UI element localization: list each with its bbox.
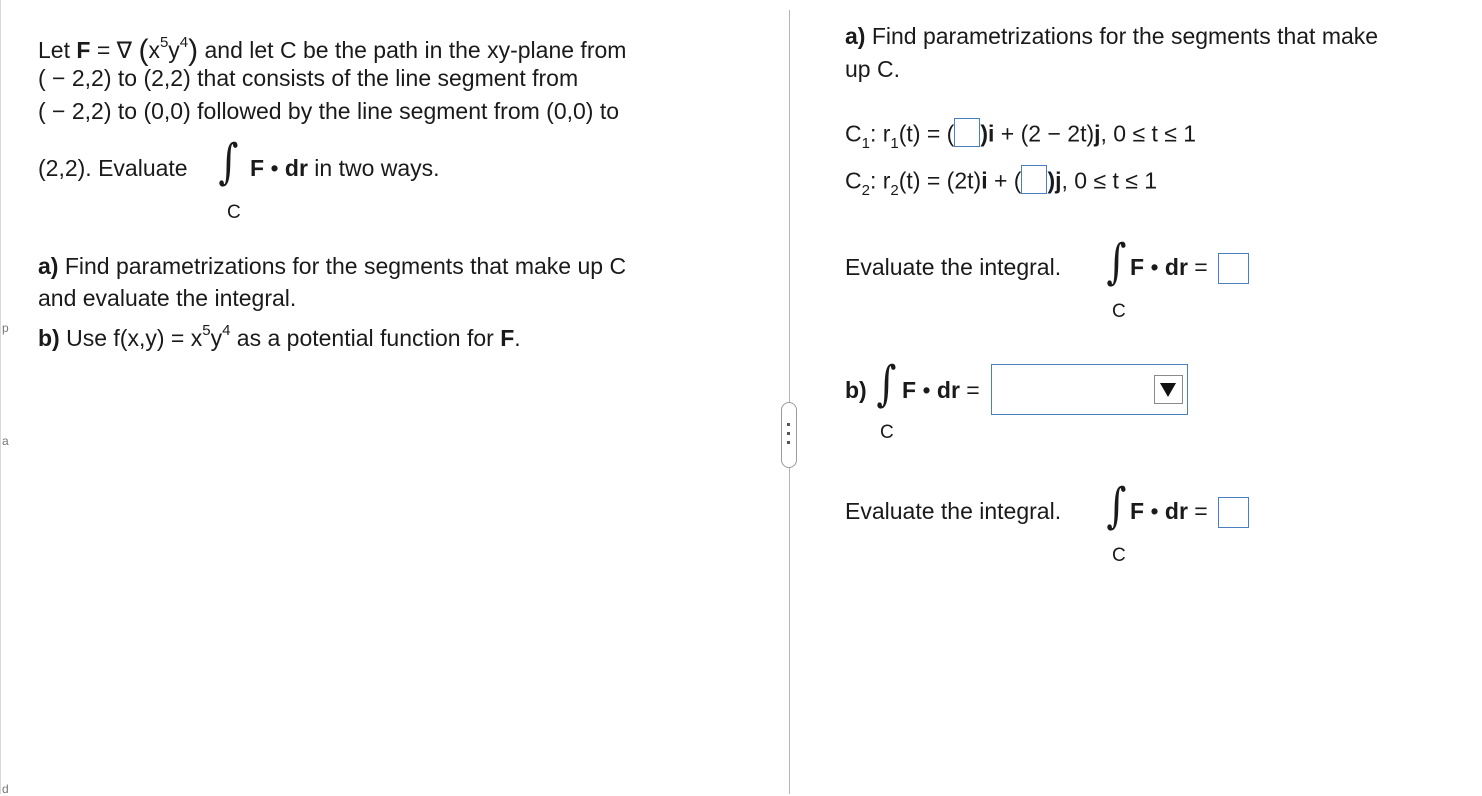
right-part-b-label: b) [845,377,867,403]
part-b-instruction: b) Use $f(x,y) = x^5y^4$ as a potential function for F. [38,322,521,351]
c1-parametrization: $C_1$: $r_1(t)$ = ( )i + (2 − 2t)j, 0 ≤ t ≤ 1 [845,121,1196,150]
problem-line-3: ( − 2,2) to (0,0) followed by the line segment from (0,0) to [38,98,620,124]
right-part-a-instruction: a) Find parametrizations for the segments that make [845,23,1379,49]
eval2-answer-input[interactable] [1218,497,1249,528]
problem-line-2: ( − 2,2) to (2,2) that consists of the line segment from [38,65,579,91]
panel-resize-handle[interactable] [781,402,797,468]
integral-symbol: ∫ [876,356,897,412]
c2-parametrization: $C_2$: $r_2(t) = (2t)i$ + ( )j, 0 ≤ t ≤ 1 [845,168,1157,197]
problem-line-1: Let F = ∇ $(x^5y^4)$ and let C be the path in the xy-plane from [38,34,627,67]
edge-mark: d [2,782,9,796]
problem-line-4: (2,2). Evaluate [38,155,188,181]
integral-subscript: C [1112,545,1126,566]
integral-subscript: C [1112,301,1126,322]
part-a-instruction-line-2: and evaluate the integral. [38,285,297,311]
integral-subscript: C [227,202,241,223]
eval1-answer-input[interactable] [1218,253,1249,284]
line-integral-expression: F • dr in two ways. [250,155,440,181]
chevron-down-icon [1160,383,1176,397]
part-a-instruction: a) Find parametrizations for the segments that make up C [38,253,627,279]
evaluate-integral-label-1: Evaluate the integral. [845,254,1062,280]
eval1-expression: F • dr = [1130,254,1208,280]
evaluate-integral-label-2: Evaluate the integral. [845,498,1062,524]
part-b-answer-dropdown[interactable] [991,364,1188,415]
c2-y-component-input[interactable] [1021,165,1047,194]
right-part-a-instruction-line-2: up C. [845,56,900,82]
part-b-expression: F • dr = [902,377,980,403]
edge-mark: p [2,321,9,335]
integral-subscript: C [880,422,894,443]
integral-symbol: ∫ [1106,478,1127,534]
dropdown-arrow-button[interactable] [1154,375,1183,404]
integral-symbol: ∫ [218,134,239,190]
c1-x-component-input[interactable] [954,118,980,147]
eval2-expression: F • dr = [1130,498,1208,524]
left-edge-line [0,0,1,794]
edge-mark: a [2,434,9,448]
integral-symbol: ∫ [1106,234,1127,290]
